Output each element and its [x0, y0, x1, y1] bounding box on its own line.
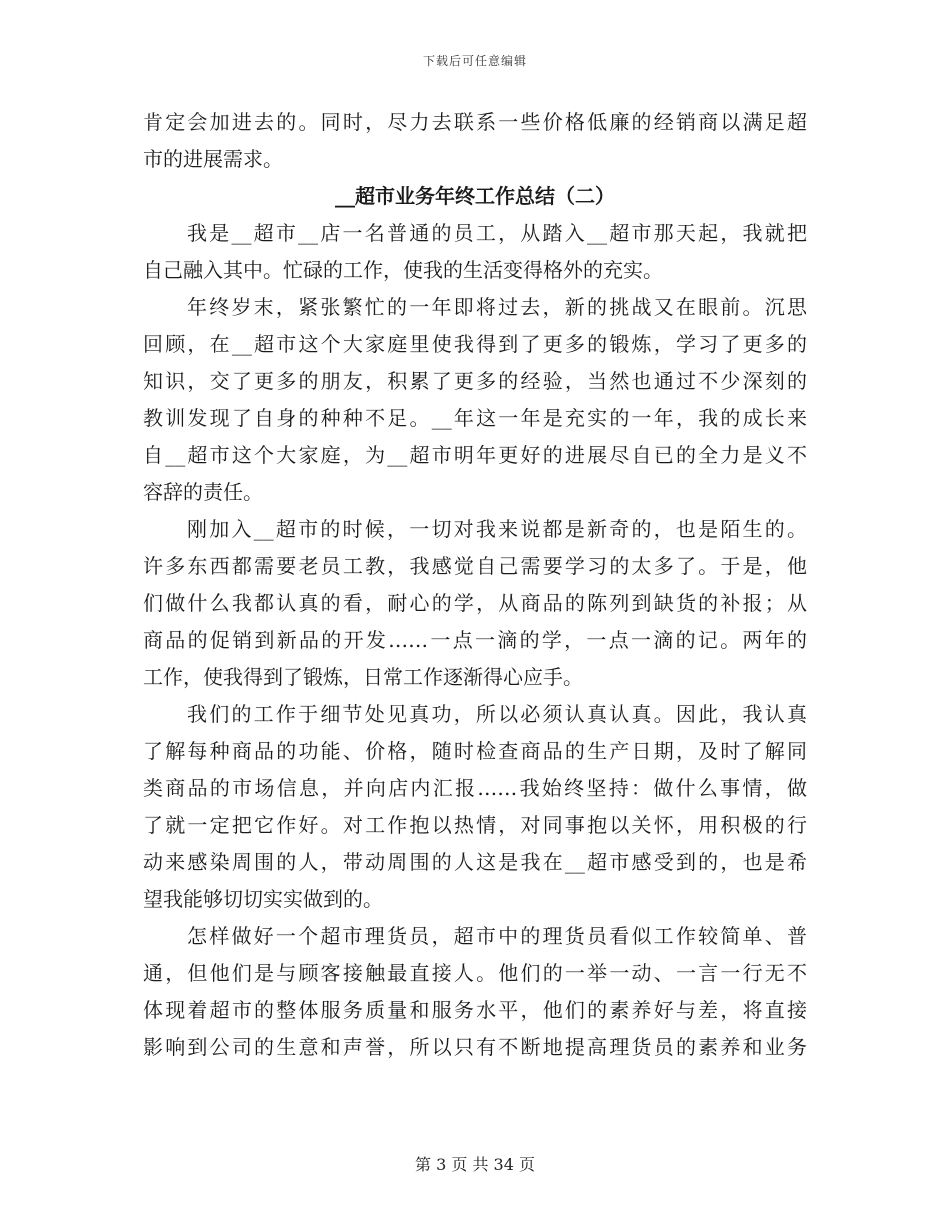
- body-line: 通，但他们是与顾客接触最直接人。他们的一举一动、一言一行无不: [143, 961, 807, 985]
- body-line: 教训发现了自身的种种不足。__年这一年是充实的一年，我的成长来: [143, 406, 807, 430]
- body-line: 市的进展需求。: [143, 147, 283, 171]
- paragraph: [143, 696, 807, 918]
- page-number: 第 3 页 共 34 页: [415, 1155, 535, 1174]
- body-line: 了解每种商品的功能、价格，随时检查商品的生产日期，及时了解同: [143, 739, 807, 763]
- body-line: 许多东西都需要老员工教，我感觉自己需要学习的太多了。于是，他: [143, 554, 807, 578]
- body-line: 工作，使我得到了锻炼，日常工作逐渐得心应手。: [143, 665, 583, 689]
- body-line: 自__超市这个大家庭，为__超市明年更好的进展尽自已的全力是义不: [143, 443, 807, 467]
- body-line: 商品的促销到新品的开发……一点一滴的学，一点一滴的记。两年的: [143, 628, 807, 652]
- body-line: 体现着超市的整体服务质量和服务水平，他们的素养好与差，将直接: [143, 998, 807, 1022]
- body-line: 容辞的责任。: [143, 480, 263, 504]
- section-title: __超市业务年终工作总结（二）: [335, 184, 615, 208]
- body-line: 影响到公司的生意和声誉，所以只有不断地提高理货员的素养和业务: [143, 1035, 807, 1059]
- body-line: 动来感染周围的人，带动周围的人这是我在__超市感受到的，也是希: [143, 850, 807, 874]
- body-line: 自己融入其中。忙碌的工作，使我的生活变得格外的充实。: [143, 258, 663, 282]
- paragraph: [143, 511, 807, 696]
- body-line: 了就一定把它作好。对工作抱以热情，对同事抱以关怀，用积极的行: [143, 813, 807, 837]
- body-line: 肯定会加进去的。同时，尽力去联系一些价格低廉的经销商以满足超: [143, 110, 807, 134]
- body-line: 知识，交了更多的朋友，积累了更多的经验，当然也通过不少深刻的: [143, 369, 807, 393]
- body-line: 望我能够切切实实做到的。: [143, 887, 383, 911]
- paragraph: [143, 215, 807, 289]
- page-header-note: 下载后可任意编辑: [422, 54, 527, 68]
- document-body: [143, 104, 807, 1066]
- body-line: 年终岁末，紧张繁忙的一年即将过去，新的挑战又在眼前。沉思: [187, 295, 807, 319]
- paragraph: [143, 918, 807, 1066]
- body-line: 刚加入__超市的时候，一切对我来说都是新奇的，也是陌生的。: [187, 517, 807, 541]
- body-line: 我是__超市__店一名普通的员工，从踏入__超市那天起，我就把: [187, 221, 807, 245]
- paragraph: [143, 289, 807, 511]
- body-line: 回顾，在__超市这个大家庭里使我得到了更多的锻炼，学习了更多的: [143, 332, 807, 356]
- body-line: 类商品的市场信息，并向店内汇报……我始终坚持：做什么事情，做: [143, 776, 807, 800]
- body-line: 们做什么我都认真的看，耐心的学，从商品的陈列到缺货的补报；从: [143, 591, 807, 615]
- body-line: 怎样做好一个超市理货员，超市中的理货员看似工作较简单、普: [187, 924, 807, 948]
- body-line: 我们的工作于细节处见真功，所以必须认真认真。因此，我认真: [187, 702, 807, 726]
